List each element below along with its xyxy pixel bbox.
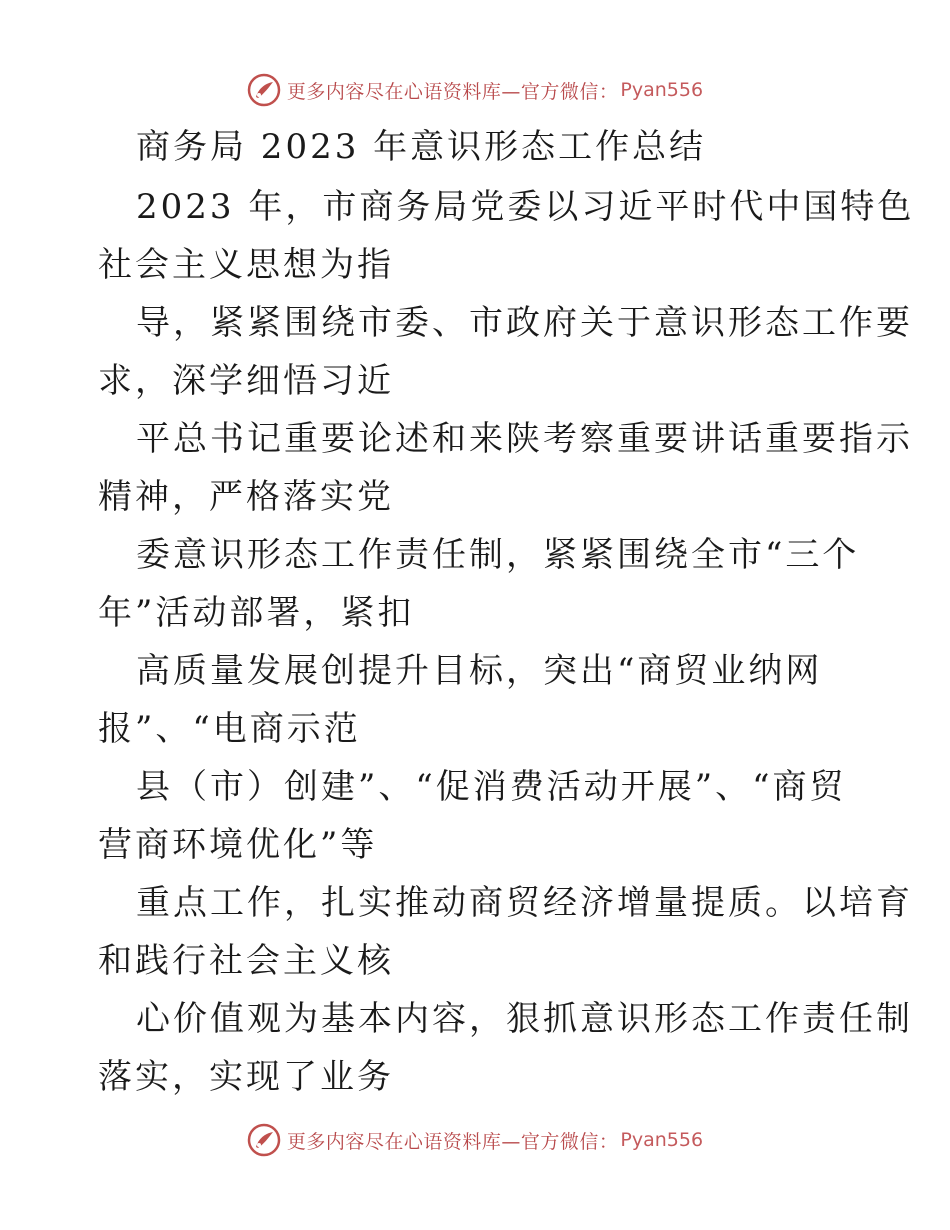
- text-line: 导，紧紧围绕市委、市政府关于意识形态工作要: [136, 303, 913, 343]
- text-line: 精神，严格落实党: [98, 477, 394, 517]
- text-line: 报”、“电商示范: [98, 709, 361, 749]
- text-line: 高质量发展创提升目标，突出“商贸业纳网: [136, 651, 823, 691]
- text-line: 县（市）创建”、“促消费活动开展”、“商贸: [136, 767, 847, 807]
- document-title: 商务局 2023 年意识形态工作总结: [136, 127, 707, 167]
- watermark-wechat-id: Pyan556: [620, 1129, 704, 1151]
- text-line: 平总书记重要论述和来陕考察重要讲话重要指示: [136, 419, 913, 459]
- text-line: 和践行社会主义核: [98, 941, 394, 981]
- watermark-text: 更多内容尽在心语资料库—官方微信：: [286, 1130, 619, 1153]
- text-line: 心价值观为基本内容，狠抓意识形态工作责任制: [136, 999, 913, 1039]
- text-line: 社会主义思想为指: [98, 245, 394, 285]
- text-line: 委意识形态工作责任制，紧紧围绕全市“三个: [136, 535, 860, 575]
- watermark-text: 更多内容尽在心语资料库—官方微信：: [286, 80, 619, 103]
- text-line: 落实，实现了业务: [98, 1057, 394, 1097]
- text-line: 年”活动部署，紧扣: [98, 593, 415, 633]
- text-line: 重点工作，扎实推动商贸经济增量提质。以培育: [136, 883, 913, 923]
- watermark-logo-icon: [247, 1123, 281, 1157]
- text-line: 营商环境优化”等: [98, 825, 378, 865]
- text-line: 求，深学细悟习近: [98, 361, 394, 401]
- watermark-wechat-id: Pyan556: [620, 79, 704, 101]
- text-line: 2023 年，市商务局党委以习近平时代中国特色: [136, 187, 915, 227]
- watermark-footer: [0, 1120, 950, 1160]
